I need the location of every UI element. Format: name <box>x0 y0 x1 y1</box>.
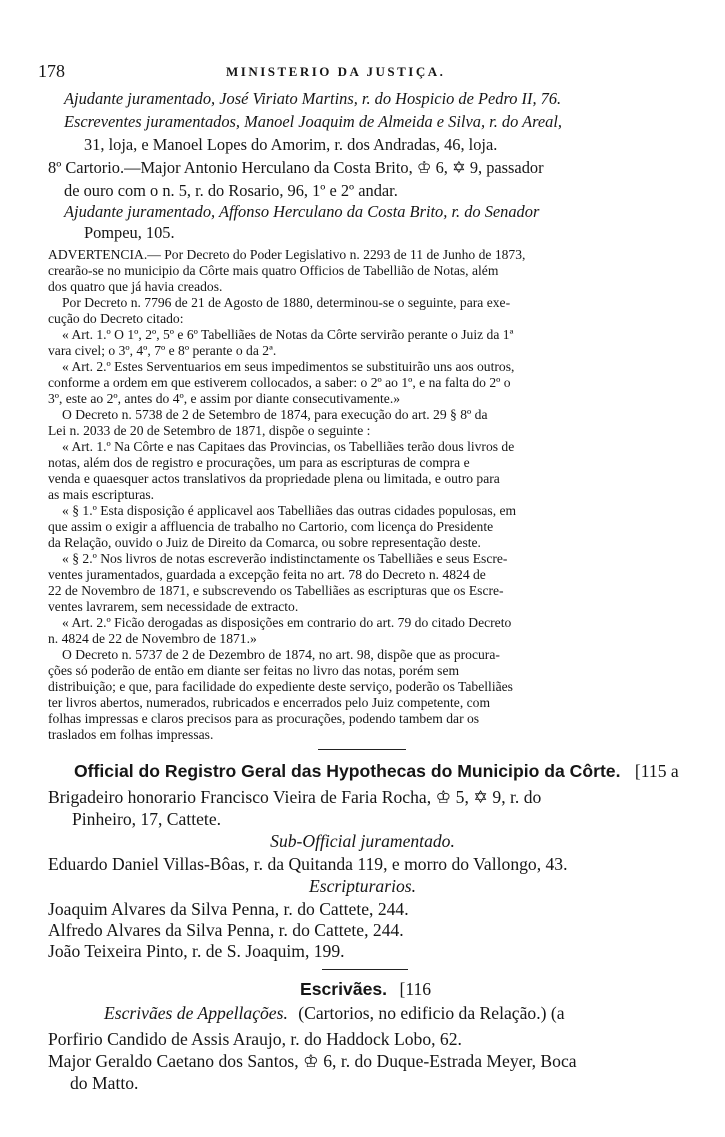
notice-line: « Art. 1.º Na Côrte e nas Capitaes das Provincias, os Tabelliães terão dous livros de <box>62 439 515 454</box>
notice-line: da Relação, ouvido o Juiz de Direito da Comarca, ou sobre representação deste. <box>48 535 481 550</box>
notice-line: venda e quaesquer actos translativos da propriedade plena ou limitada, e outro para <box>48 471 500 486</box>
notice-line: conforme a ordem em que estiverem collocados, a saber: o 2º ao 1º, e na falta do 2º o <box>48 375 511 390</box>
entry-line: Ajudante juramentado, José Viriato Martins, r. do Hospicio de Pedro II, 76. <box>64 89 562 108</box>
notice-line: as mais escripturas. <box>48 487 155 502</box>
notice-line: « Art. 2.º Estes Serventuarios em seus impedimentos se substituirão uns aos outros, <box>62 359 515 374</box>
appellations-label: Escrivães de Appellações. <box>104 1003 288 1023</box>
entry-line: 8º Cartorio.—Major Antonio Herculano da Costa Brito, ♔ 6, ✡ 9, passador <box>48 158 544 177</box>
notice-line: distribuição; e que, para facilidade do expediente deste serviço, poderão os Tabelliães <box>48 679 513 694</box>
notice-line: ter livros abertos, numerados, rubricados e encerrados pelo Juiz competente, com <box>48 695 491 710</box>
clerk-entry: Porfirio Candido de Assis Araujo, r. do Haddock Lobo, 62. <box>48 1029 462 1049</box>
notice-line: O Decreto n. 5737 de 2 de Dezembro de 1874, no art. 98, dispõe que as procura- <box>62 647 500 662</box>
notice-line: « Art. 1.º O 1º, 2º, 5º e 6º Tabelliães de Notas da Côrte servirão perante o Juiz da 1ª <box>62 327 514 342</box>
notice-line: notas, além dos de registro e procurações, um para as escripturas de compra e <box>48 455 470 470</box>
notice-line: que assim o exigir a affluencia de trabalho no Cartorio, com licença do Presidente <box>48 519 494 534</box>
notice-line: cução do Decreto citado: <box>48 311 184 326</box>
notice-line: ções só poderão de então em diante ser feitas no livro das notas, porém sem <box>48 663 460 678</box>
registry-heading-row <box>74 763 679 781</box>
clerk-entry: Major Geraldo Caetano dos Santos, ♔ 6, r. do Duque-Estrada Meyer, Boca <box>48 1051 577 1071</box>
clerks-heading-row <box>300 981 431 999</box>
registry-heading: Official do Registro Geral das Hypothecas do Municipio da Côrte. <box>74 761 621 781</box>
notice-line: dos quatro que já havia creados. <box>48 279 223 294</box>
notice-line: vara civel; o 3º, 4º, 7º e 8º perante o da 2ª. <box>48 343 277 358</box>
page-number: 178 <box>38 61 65 81</box>
clerks-ref: [116 <box>399 979 432 999</box>
entry-line: Pompeu, 105. <box>84 223 175 242</box>
notice-line: ventes lavrarem, sem necessidade de extracto. <box>48 599 299 614</box>
clerk-entry: Alfredo Alvares da Silva Penna, r. do Cattete, 244. <box>48 920 404 940</box>
notice-line: n. 4824 de 22 de Novembro de 1871.» <box>48 631 257 646</box>
registry-line: Brigadeiro honorario Francisco Vieira de Faria Rocha, ♔ 5, ✡ 9, r. do <box>48 787 542 807</box>
entry-line: de ouro com o n. 5, r. do Rosario, 96, 1º e 2º andar. <box>64 181 398 200</box>
notice-line: folhas impressas e claros precisos para as procurações, podendo tambem dar os <box>48 711 480 726</box>
sub-official-label: Sub-Official juramentado. <box>270 831 455 851</box>
notice-line: Por Decreto n. 7796 de 21 de Agosto de 1880, determinou-se o seguinte, para exe- <box>62 295 511 310</box>
entry-line: Ajudante juramentado, Affonso Herculano da Costa Brito, r. do Senador <box>64 202 540 221</box>
entry-line: 31, loja, e Manoel Lopes do Amorim, r. dos Andradas, 46, loja. <box>84 135 498 154</box>
notice-line: ventes juramentados, guardada a excepção feita no art. 78 do Decreto n. 4824 de <box>48 567 486 582</box>
clerk-entry: João Teixeira Pinto, r. de S. Joaquim, 199. <box>48 941 345 961</box>
page-header-title: MINISTERIO DA JUSTIÇA. <box>226 64 446 79</box>
notice-line: 22 de Novembro de 1871, e subscrevendo os Tabelliães as escripturas que os Escre- <box>48 583 504 598</box>
notice-line: ADVERTENCIA.— Por Decreto do Poder Legislativo n. 2293 de 11 de Junho de 1873, <box>48 247 526 262</box>
entry-line: Escreventes juramentados, Manoel Joaquim de Almeida e Silva, r. do Areal, <box>64 112 562 131</box>
clerks-heading: Escrivães. <box>300 979 388 999</box>
clerk-entry: Joaquim Alvares da Silva Penna, r. do Cattete, 244. <box>48 899 409 919</box>
registry-ref: [115 a <box>634 761 679 781</box>
section-divider <box>322 969 408 970</box>
registry-line: Pinheiro, 17, Cattete. <box>72 809 222 829</box>
notice-line: « Art. 2.º Ficão derogadas as disposições em contrario do art. 79 do citado Decreto <box>62 615 512 630</box>
notice-line: crearão-se no municipio da Côrte mais quatro Officios de Tabellião de Notas, além <box>48 263 499 278</box>
section-divider <box>318 749 406 750</box>
notice-line: « § 2.º Nos livros de notas escreverão indistinctamente os Tabelliães e seus Escre- <box>62 551 508 566</box>
notice-line: Lei n. 2033 de 20 de Setembro de 1871, dispõe o seguinte : <box>48 423 371 438</box>
notice-line: 3º, este ao 2º, antes do 4º, e assim por diante consecutivamente.» <box>48 391 401 406</box>
clerks-label: Escripturarios. <box>308 876 417 896</box>
notice-line: « § 1.º Esta disposição é applicavel aos Tabelliães das outras cidades populosas, em <box>62 503 517 518</box>
notice-line: traslados em folhas impressas. <box>48 727 214 742</box>
notice-line: O Decreto n. 5738 de 2 de Setembro de 1874, para execução do art. 29 § 8º da <box>62 407 488 422</box>
clerk-entry: do Matto. <box>70 1073 139 1093</box>
appellations-note: (Cartorios, no edificio da Relação.) (a <box>298 1003 565 1023</box>
appellations-row <box>104 1005 565 1023</box>
sub-official-entry: Eduardo Daniel Villas-Bôas, r. da Quitanda 119, e morro do Vallongo, 43. <box>48 854 568 874</box>
